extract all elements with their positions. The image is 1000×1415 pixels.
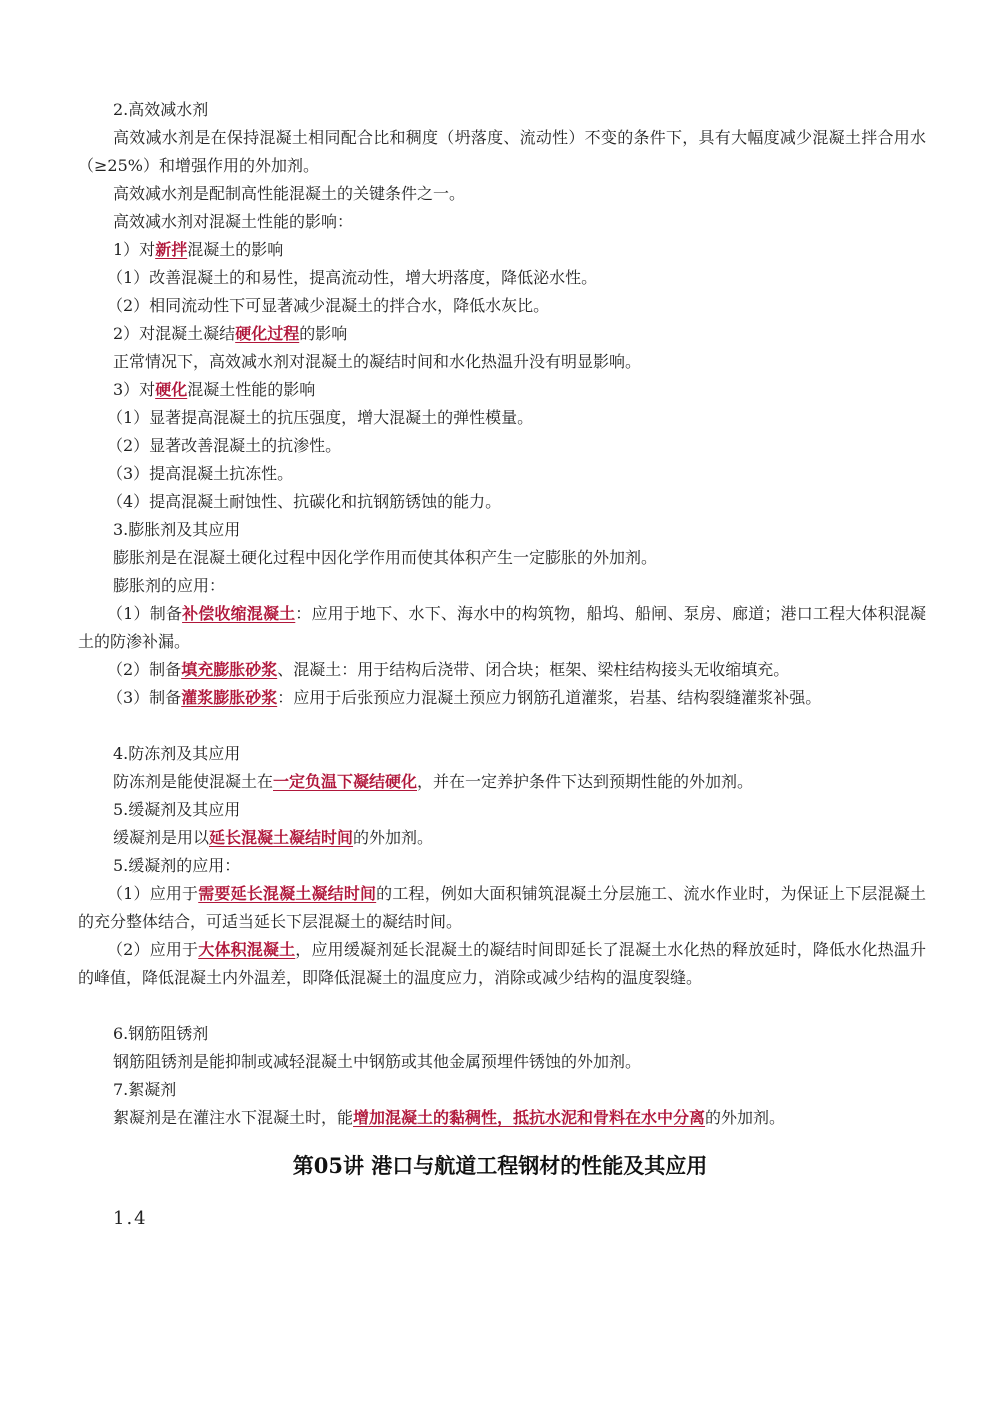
highlight-term: 新拌	[155, 240, 188, 259]
subheading: 2）对混凝土凝结硬化过程的影响	[113, 324, 348, 343]
highlight-term: 硬化过程	[235, 324, 300, 343]
paragraph: 钢筋阻锈剂是能抑制或减轻混凝土中钢筋或其他金属预埋件锈蚀的外加剂。	[113, 1052, 642, 1071]
list-item: （4）提高混凝土耐蚀性、抗碳化和抗钢筋锈蚀的能力。	[107, 492, 502, 511]
list-item: （2）显著改善混凝土的抗渗性。	[107, 436, 342, 455]
list-item: （1）制备补偿收缩混凝土：应用于地下、水下、海水中的构筑物，船坞、船闸、泵房、廊道；港口工程大体积混凝土的防渗补漏。	[78, 604, 926, 651]
paragraph: 膨胀剂的应用：	[113, 576, 226, 595]
section-heading: 5.缓凝剂的应用：	[113, 856, 241, 875]
paragraph: 高效减水剂对混凝土性能的影响：	[113, 212, 354, 231]
highlight-term: 硬化	[155, 380, 188, 399]
list-item: （2）相同流动性下可显著减少混凝土的拌合水，降低水灰比。	[107, 296, 550, 315]
subheading: 3）对硬化混凝土性能的影响	[113, 380, 316, 399]
highlight-term: 需要延长混凝土凝结时间	[198, 884, 377, 903]
list-item: （1）改善混凝土的和易性，提高流动性，增大坍落度，降低泌水性。	[107, 268, 598, 287]
list-item: （3）提高混凝土抗冻性。	[107, 464, 294, 483]
section-heading: 2.高效减水剂	[113, 100, 209, 119]
paragraph: 膨胀剂是在混凝土硬化过程中因化学作用而使其体积产生一定膨胀的外加剂。	[113, 548, 658, 567]
highlight-term: 增加混凝土的黏稠性，抵抗水泥和骨料在水中分离	[353, 1108, 706, 1127]
paragraph: 絮凝剂是在灌注水下混凝土时，能增加混凝土的黏稠性，抵抗水泥和骨料在水中分离的外加剂。	[113, 1108, 786, 1127]
section-heading: 3.膨胀剂及其应用	[113, 520, 241, 539]
highlight-term: 填充膨胀砂浆	[181, 660, 278, 679]
list-item: （3）制备灌浆膨胀砂浆：应用于后张预应力混凝土预应力钢筋孔道灌浆，岩基、结构裂缝灌浆补强。	[107, 688, 822, 707]
section-heading: 4.防冻剂及其应用	[113, 744, 241, 763]
paragraph: 高效减水剂是在保持混凝土相同配合比和稠度（坍落度、流动性）不变的条件下，具有大幅度减少混凝土拌合用水（≥25%）和增强作用的外加剂。	[78, 128, 926, 175]
highlight-term: 延长混凝土凝结时间	[209, 828, 354, 847]
list-item: （1）显著提高混凝土的抗压强度，增大混凝土的弹性模量。	[107, 408, 534, 427]
list-item: （2）制备填充膨胀砂浆、混凝土：用于结构后浇带、闭合块；框架、梁柱结构接头无收缩填充。	[107, 660, 790, 679]
highlight-term: 补偿收缩混凝土	[182, 604, 296, 623]
section-number: 1.4	[113, 1208, 148, 1229]
paragraph: 高效减水剂是配制高性能混凝土的关键条件之一。	[113, 184, 466, 203]
section-heading: 7.絮凝剂	[113, 1080, 177, 1099]
highlight-term: 大体积混凝土	[198, 940, 296, 959]
paragraph: 正常情况下，高效减水剂对混凝土的凝结时间和水化热温升没有明显影响。	[113, 352, 642, 371]
lecture-heading: 第05讲 港口与航道工程钢材的性能及其应用	[292, 1153, 708, 1178]
list-item: （1）应用于需要延长混凝土凝结时间的工程，例如大面积铺筑混凝土分层施工、流水作业时，为保证上下层混凝土的充分整体结合，可适当延长下层混凝土的凝结时间。	[78, 884, 926, 931]
section-heading: 6.钢筋阻锈剂	[113, 1024, 209, 1043]
list-item: （2）应用于大体积混凝土，应用缓凝剂延长混凝土的凝结时间即延长了混凝土水化热的释放延时，降低水化热温升的峰值，降低混凝土内外温差，即降低混凝土的温度应力，消除或减少结构的温度裂缝。	[78, 940, 926, 987]
paragraph: 防冻剂是能使混凝土在一定负温下凝结硬化，并在一定养护条件下达到预期性能的外加剂。	[113, 772, 754, 791]
highlight-term: 灌浆膨胀砂浆	[181, 688, 278, 707]
highlight-term: 一定负温下凝结硬化	[273, 772, 418, 791]
subheading: 1）对新拌混凝土的影响	[113, 240, 284, 259]
paragraph: 缓凝剂是用以延长混凝土凝结时间的外加剂。	[113, 828, 434, 847]
section-heading: 5.缓凝剂及其应用	[113, 800, 241, 819]
